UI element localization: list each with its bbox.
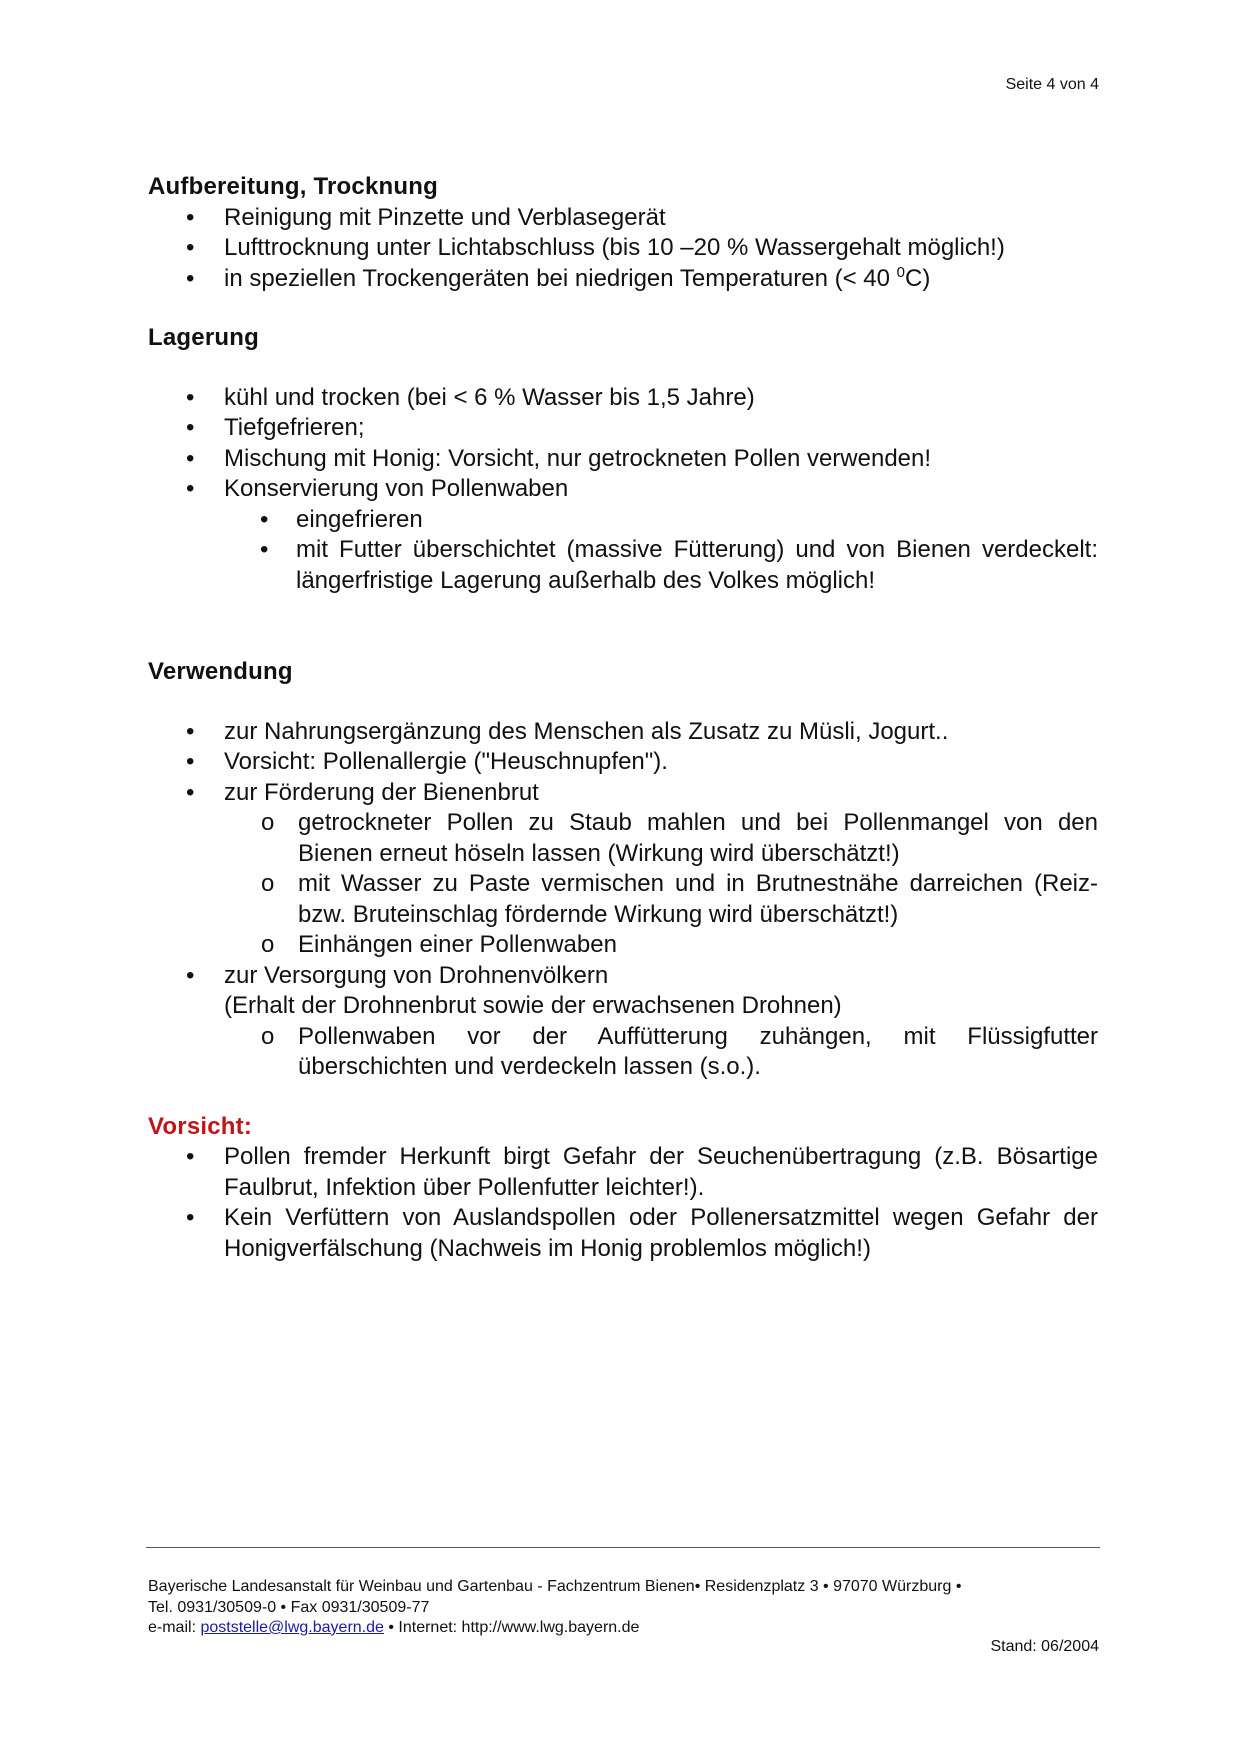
list-item: • Pollen fremder Herkunft birgt Gefahr der Seuchenübertragung (z.B. Bösartige Faulbrut, Infektion über Pollenfutter leichter!).: [148, 1142, 1098, 1203]
email-link[interactable]: poststelle@lwg.bayern.de: [200, 1619, 384, 1636]
list-item: • Lufttrocknung unter Lichtabschluss (bis 10 –20 % Wassergehalt möglich!): [148, 233, 1098, 264]
page-number: Seite 4 von 4: [1005, 76, 1099, 93]
section-title-vorsicht: Vorsicht:: [148, 1112, 253, 1140]
list-item-text: C): [905, 264, 931, 292]
list-verwendung: [148, 717, 1098, 1083]
sub-list-item: o mit Wasser zu Paste vermischen und in Brutnestnähe darreichen (Reiz-bzw. Bruteinschlag fördernde Wirkung wird überschätzt!): [148, 869, 1098, 930]
section-title-aufbereitung: Aufbereitung, Trocknung: [148, 173, 438, 200]
sub-list-item: • mit Futter überschichtet (massive Fütterung) und von Bienen verdeckelt: längerfristige Lagerung außerhalb des Volkes möglich!: [148, 535, 1098, 596]
list-item: [148, 264, 1098, 295]
footer-address: Bayerische Landesanstalt für Weinbau und Gartenbau - Fachzentrum Bienen• Residenzplatz 3 • 97070 Würzburg •: [148, 1578, 962, 1595]
list-item: • Konservierung von Pollenwaben: [148, 474, 1098, 505]
list-item-note: (Erhalt der Drohnenbrut sowie der erwachsenen Drohnen): [224, 992, 842, 1019]
document-body: [148, 172, 1098, 1264]
list-item: • Mischung mit Honig: Vorsicht, nur getrockneten Pollen verwenden!: [148, 444, 1098, 475]
list-item: • Tiefgefrieren;: [148, 413, 1098, 444]
list-item: • Vorsicht: Pollenallergie ("Heuschnupfen").: [148, 747, 1098, 778]
sub-list-item: o getrockneter Pollen zu Staub mahlen und bei Pollenmangel von den Bienen erneut höseln lassen (Wirkung wird überschätzt!): [148, 808, 1098, 869]
list-item-text: in speziellen Trockengeräten bei niedrigen Temperaturen (< 40: [224, 264, 897, 292]
list-item: • zur Förderung der Bienenbrut: [148, 778, 1098, 809]
footer: [148, 1577, 1100, 1639]
section-title-lagerung: Lagerung: [148, 324, 259, 351]
list-item: • Reinigung mit Pinzette und Verblasegerät: [148, 203, 1098, 234]
email-label: e-mail:: [148, 1619, 201, 1636]
sub-list-item: o Einhängen einer Pollenwaben: [148, 930, 1098, 961]
list-item: • zur Versorgung von Drohnenvölkern: [148, 961, 1098, 992]
section-title-verwendung: Verwendung: [148, 658, 293, 685]
list-item: • kühl und trocken (bei < 6 % Wasser bis 1,5 Jahre): [148, 383, 1098, 414]
footer-phone: Tel. 0931/30509-0 • Fax 0931/30509-77: [148, 1598, 430, 1616]
footer-divider: [146, 1547, 1100, 1548]
list-aufbereitung: [148, 203, 1098, 295]
sub-list-item: o Pollenwaben vor der Auffütterung zuhängen, mit Flüssigfutter überschichten und verdeckeln lassen (s.o.).: [148, 1022, 1098, 1083]
degree-superscript: 0: [896, 263, 905, 281]
list-item: • Kein Verfüttern von Auslandspollen oder Pollenersatzmittel wegen Gefahr der Honigverfälschung (Nachweis im Honig problemlos möglich!): [148, 1203, 1098, 1264]
footer-contact: [148, 1618, 1100, 1639]
list-lagerung: [148, 383, 1098, 597]
list-item: • zur Nahrungsergänzung des Menschen als Zusatz zu Müsli, Jogurt..: [148, 717, 1098, 748]
stand-date: Stand: 06/2004: [990, 1638, 1099, 1655]
sub-list-item: • eingefrieren: [148, 505, 1098, 536]
list-vorsicht: [148, 1142, 1098, 1264]
internet-text: • Internet: http://www.lwg.bayern.de: [383, 1619, 640, 1636]
